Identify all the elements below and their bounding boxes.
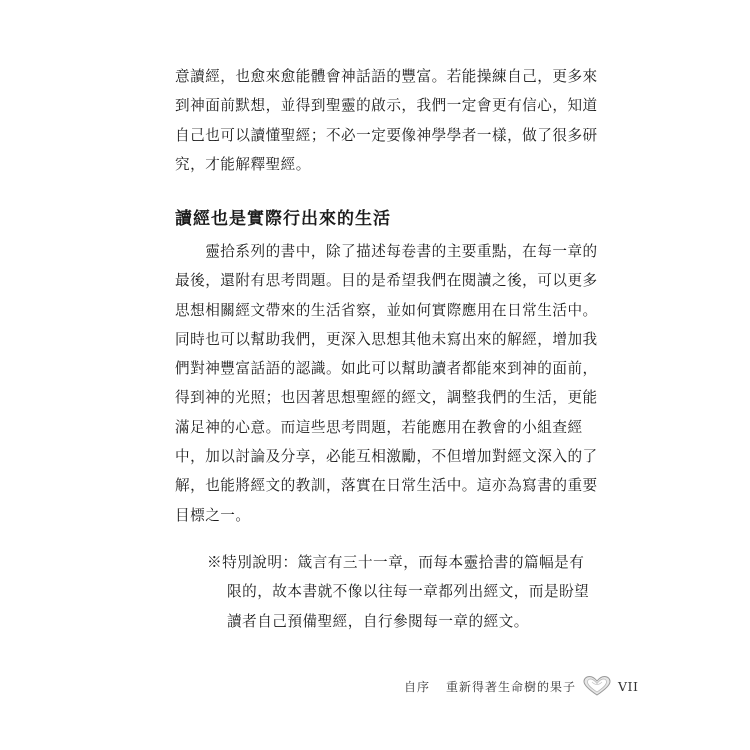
text-line: 得到神的光照；也因著思想聖經的經文，調整我們的生活，更能 bbox=[175, 389, 598, 407]
text-line: 們對神豐富話語的認識。如此可以幫助讀者都能來到神的面前， bbox=[175, 360, 598, 378]
intro-paragraph bbox=[175, 62, 598, 179]
special-note bbox=[207, 548, 590, 636]
note-line: 限的，故本書就不像以往每一章都列出經文，而是盼望 bbox=[227, 583, 590, 601]
heart-emblem-icon bbox=[582, 675, 612, 697]
text-line: 靈拾系列的書中，除了描述每卷書的主要重點，在每一章的 bbox=[175, 243, 598, 260]
footer-section-label: 自序 bbox=[404, 679, 431, 694]
page-footer bbox=[404, 676, 638, 696]
text-line: 目標之一。 bbox=[175, 506, 251, 524]
text-line: 思想相關經文帶來的生活省察，並如何實際應用在日常生活中。 bbox=[175, 301, 598, 319]
footer-book-title: 重新得著生命樹的果子 bbox=[446, 679, 577, 694]
text-line: 究，才能解釋聖經。 bbox=[175, 155, 311, 173]
text-line: 最後，還附有思考問題。目的是希望我們在閱讀之後，可以更多 bbox=[175, 272, 598, 290]
text-line: 自己也可以讀懂聖經；不必一定要像神學學者一樣，做了很多研 bbox=[175, 126, 598, 144]
section-heading: 讀經也是實際行出來的生活 bbox=[175, 209, 391, 229]
section-paragraph bbox=[175, 237, 598, 530]
text-line: 意讀經，也愈來愈能體會神話語的豐富。若能操練自己，更多來 bbox=[175, 68, 598, 85]
text-line: 解，也能將經文的教訓，落實在日常生活中。這亦為寫書的重要 bbox=[175, 477, 598, 495]
text-line: 到神面前默想，並得到聖靈的啟示，我們一定會更有信心，知道 bbox=[175, 97, 598, 115]
text-line: 中，加以討論及分享，必能互相激勵，不但增加對經文深入的了 bbox=[175, 448, 598, 466]
text-line: 同時也可以幫助我們，更深入思想其他未寫出來的解經，增加我 bbox=[175, 330, 598, 348]
note-line: ※特別說明：箴言有三十一章，而每本靈拾書的篇幅是有 bbox=[207, 554, 585, 571]
page-number: VII bbox=[618, 678, 639, 694]
text-line: 滿足神的心意。而這些思考問題，若能應用在教會的小組查經 bbox=[175, 418, 583, 436]
note-line: 讀者自己預備聖經，自行參閱每一章的經文。 bbox=[227, 612, 529, 630]
